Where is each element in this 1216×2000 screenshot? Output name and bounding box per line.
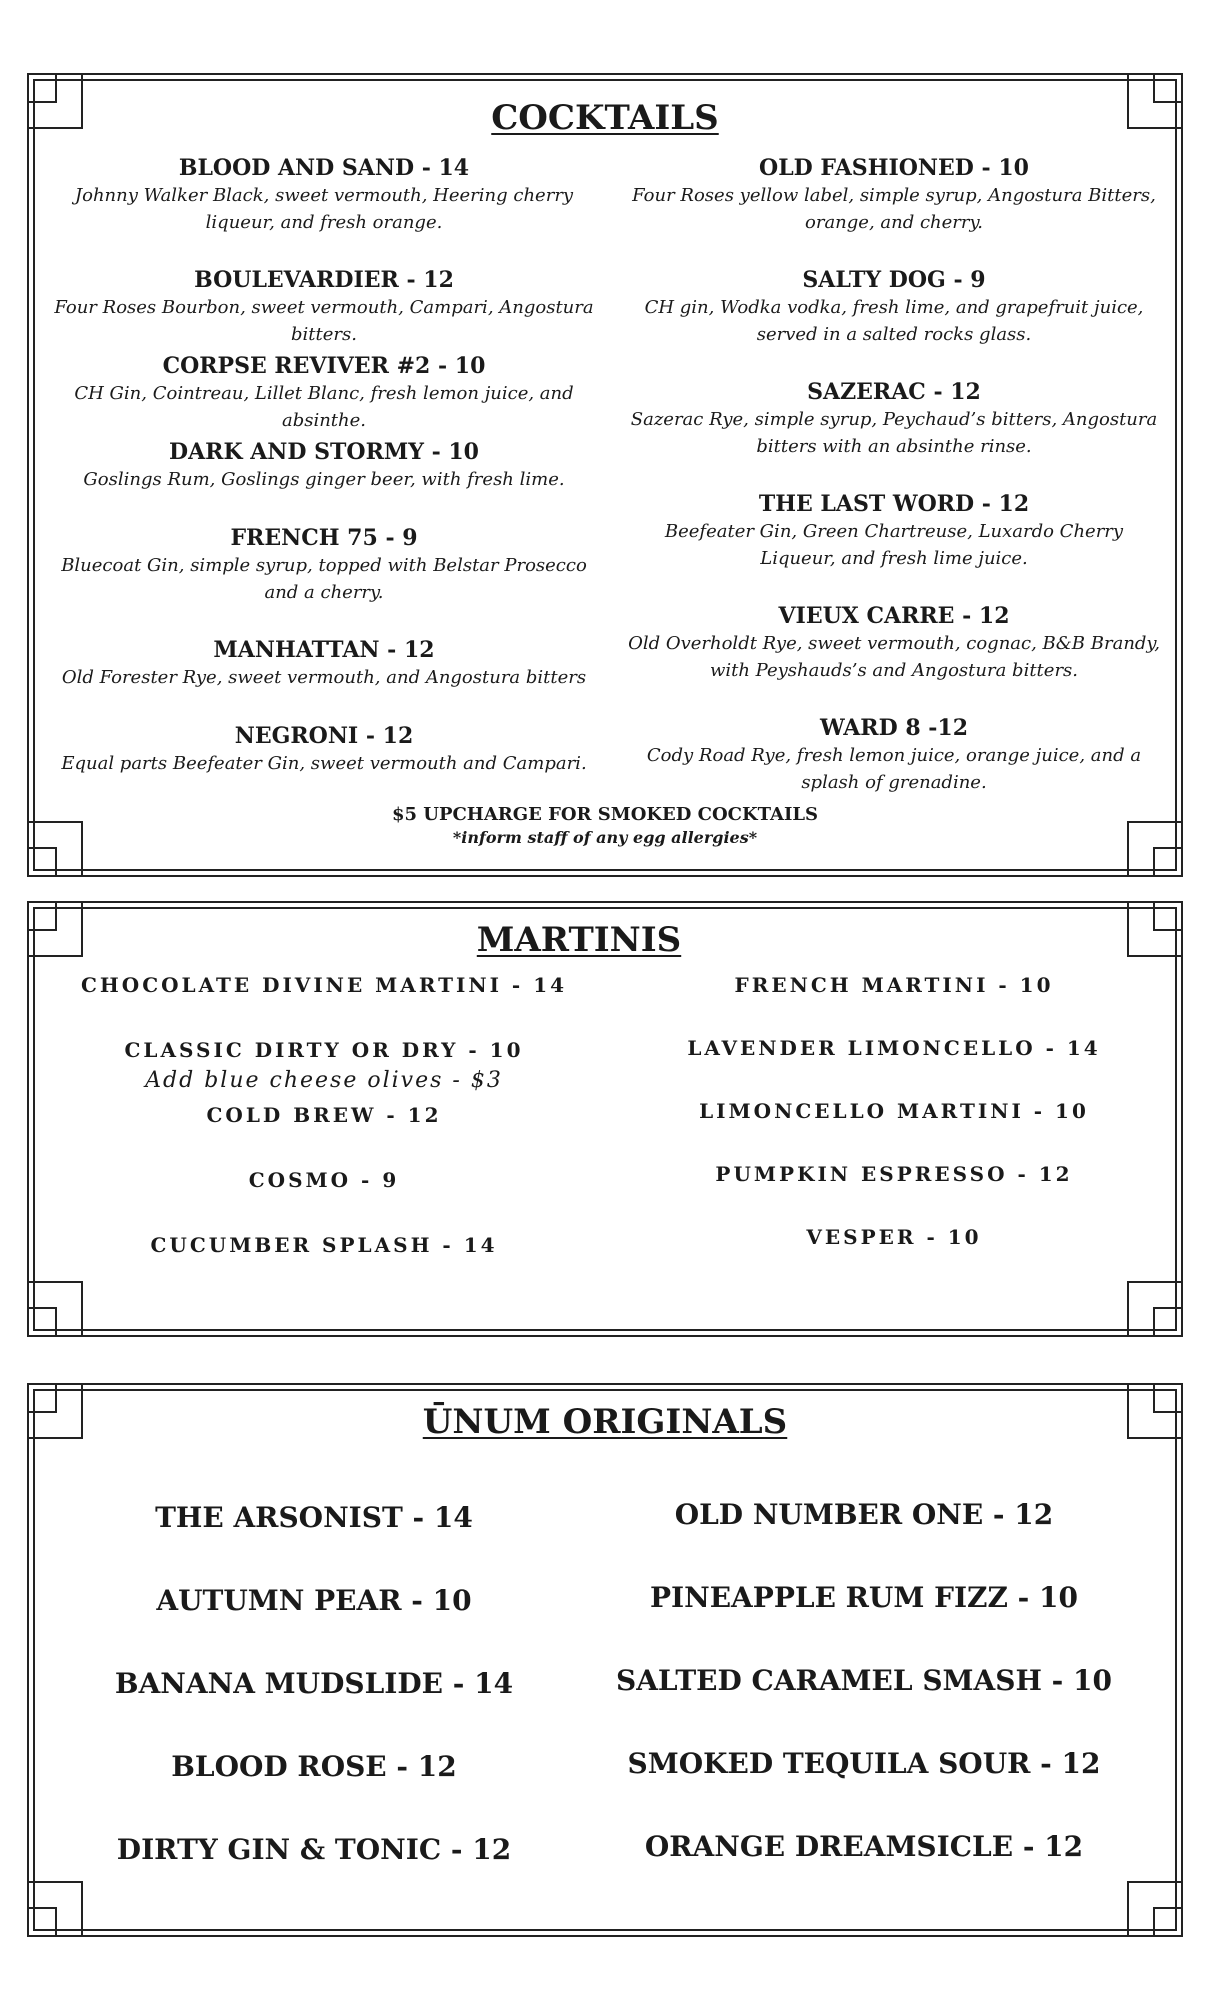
item-name: FRENCH MARTINI - 10 <box>734 973 1054 997</box>
martinis-right-column <box>634 970 1154 1252</box>
originals-panel <box>24 1380 1186 1940</box>
originals-left-column <box>84 1500 544 1868</box>
menu-item <box>634 1159 1154 1222</box>
item-description: Johnny Walker Black, sweet vermouth, Heering cherry liqueur, and fresh orange. <box>74 185 574 233</box>
menu-item <box>54 438 594 524</box>
item-name: SMOKED TEQUILA SOUR - 12 <box>627 1747 1101 1780</box>
item-name: SALTY DOG - 9 <box>802 267 986 293</box>
item-name: SALTED CARAMEL SMASH - 10 <box>615 1664 1113 1697</box>
menu-item <box>634 1096 1154 1159</box>
item-name: VIEUX CARRE - 12 <box>778 603 1010 629</box>
item-name: LAVENDER LIMONCELLO - 14 <box>687 1036 1101 1060</box>
originals-right-column <box>604 1497 1124 1865</box>
item-description: Cody Road Rye, fresh lemon juice, orange juice, and a splash of grenadine. <box>646 745 1142 793</box>
martinis-left-column <box>64 970 584 1260</box>
item-name: CLASSIC DIRTY OR DRY - 10 <box>124 1038 524 1062</box>
menu-item <box>634 1222 1154 1252</box>
cocktails-right-column <box>628 154 1160 796</box>
item-description: Sazerac Rye, simple syrup, Peychaud’s bitters, Angostura bitters with an absinthe rinse. <box>630 409 1158 457</box>
menu-item <box>64 1165 584 1230</box>
cocktails-title: COCKTAILS <box>491 98 719 138</box>
smoked-upcharge-note: $5 UPCHARGE FOR SMOKED COCKTAILS <box>391 804 819 825</box>
item-name: SAZERAC - 12 <box>807 379 981 405</box>
item-name: BLOOD ROSE - 12 <box>171 1750 457 1783</box>
item-name: DIRTY GIN & TONIC - 12 <box>116 1833 512 1866</box>
menu-item <box>628 714 1160 796</box>
item-description: Beefeater Gin, Green Chartreuse, Luxardo Cherry Liqueur, and fresh lime juice. <box>664 521 1124 569</box>
item-name: PINEAPPLE RUM FIZZ - 10 <box>649 1581 1079 1614</box>
item-name: CORPSE REVIVER #2 - 10 <box>162 353 486 379</box>
item-name: FRENCH 75 - 9 <box>230 525 418 551</box>
item-description: CH gin, Wodka vodka, fresh lime, and grapefruit juice, served in a salted rocks glass. <box>644 297 1144 345</box>
item-description: Goslings Rum, Goslings ginger beer, with fresh lime. <box>83 469 565 490</box>
item-name: WARD 8 -12 <box>819 715 969 741</box>
item-name: COSMO - 9 <box>248 1168 400 1192</box>
menu-item <box>64 1035 584 1100</box>
item-name: MANHATTAN - 12 <box>213 637 435 663</box>
item-name: CHOCOLATE DIVINE MARTINI - 14 <box>80 973 568 997</box>
martinis-panel <box>24 898 1186 1340</box>
cocktails-left-column <box>54 154 594 777</box>
menu-item <box>634 970 1154 1033</box>
menu-item <box>64 1100 584 1165</box>
item-name: OLD FASHIONED - 10 <box>759 155 1029 181</box>
menu-item <box>54 154 594 266</box>
item-name: THE LAST WORD - 12 <box>758 491 1030 517</box>
item-description: Equal parts Beefeater Gin, sweet vermouth and Campari. <box>61 753 587 774</box>
item-description: Old Overholdt Rye, sweet vermouth, cognac, B&B Brandy, with Peyshauds’s and Angostura bitters. <box>628 633 1160 681</box>
item-name: NEGRONI - 12 <box>234 723 414 749</box>
menu-item <box>64 970 584 1035</box>
item-name: BANANA MUDSLIDE - 14 <box>114 1667 514 1700</box>
menu-item <box>54 352 594 438</box>
menu-item <box>64 1230 584 1260</box>
item-description: Old Forester Rye, sweet vermouth, and Angostura bitters <box>61 667 587 688</box>
menu-item <box>628 378 1160 490</box>
item-name: VESPER - 10 <box>806 1225 982 1249</box>
item-description: Four Roses yellow label, simple syrup, Angostura Bitters, orange, and cherry. <box>632 185 1156 233</box>
item-name: LIMONCELLO MARTINI - 10 <box>699 1099 1089 1123</box>
menu-item <box>628 490 1160 602</box>
menu-item <box>54 636 594 722</box>
item-name: COLD BREW - 12 <box>206 1103 442 1127</box>
item-note: Add blue cheese olives - $3 <box>145 1068 503 1093</box>
item-name: BOULEVARDIER - 12 <box>194 267 454 293</box>
cocktails-panel <box>24 70 1186 880</box>
item-description: CH Gin, Cointreau, Lillet Blanc, fresh lemon juice, and absinthe. <box>74 383 574 431</box>
menu-item <box>634 1033 1154 1096</box>
item-name: ORANGE DREAMSICLE - 12 <box>644 1830 1084 1863</box>
item-name: CUCUMBER SPLASH - 14 <box>150 1233 498 1257</box>
item-name: DARK AND STORMY - 10 <box>169 439 479 465</box>
item-name: BLOOD AND SAND - 14 <box>178 155 470 181</box>
menu-item <box>54 722 594 777</box>
menu-item <box>628 266 1160 378</box>
martinis-title: MARTINIS <box>476 920 682 960</box>
egg-allergy-note: *inform staff of any egg allergies* <box>452 828 758 847</box>
item-description: Four Roses Bourbon, sweet vermouth, Campari, Angostura bitters. <box>54 297 594 345</box>
item-name: OLD NUMBER ONE - 12 <box>674 1498 1054 1531</box>
item-description: Bluecoat Gin, simple syrup, topped with Belstar Prosecco and a cherry. <box>61 555 587 603</box>
item-name: THE ARSONIST - 14 <box>155 1501 473 1534</box>
item-name: PUMPKIN ESPRESSO - 12 <box>715 1162 1073 1186</box>
menu-item <box>628 602 1160 714</box>
item-name: AUTUMN PEAR - 10 <box>156 1584 472 1617</box>
menu-item <box>628 154 1160 266</box>
menu-item <box>54 266 594 352</box>
originals-title: ŪNUM ORIGINALS <box>422 1402 788 1442</box>
menu-item <box>54 524 594 636</box>
